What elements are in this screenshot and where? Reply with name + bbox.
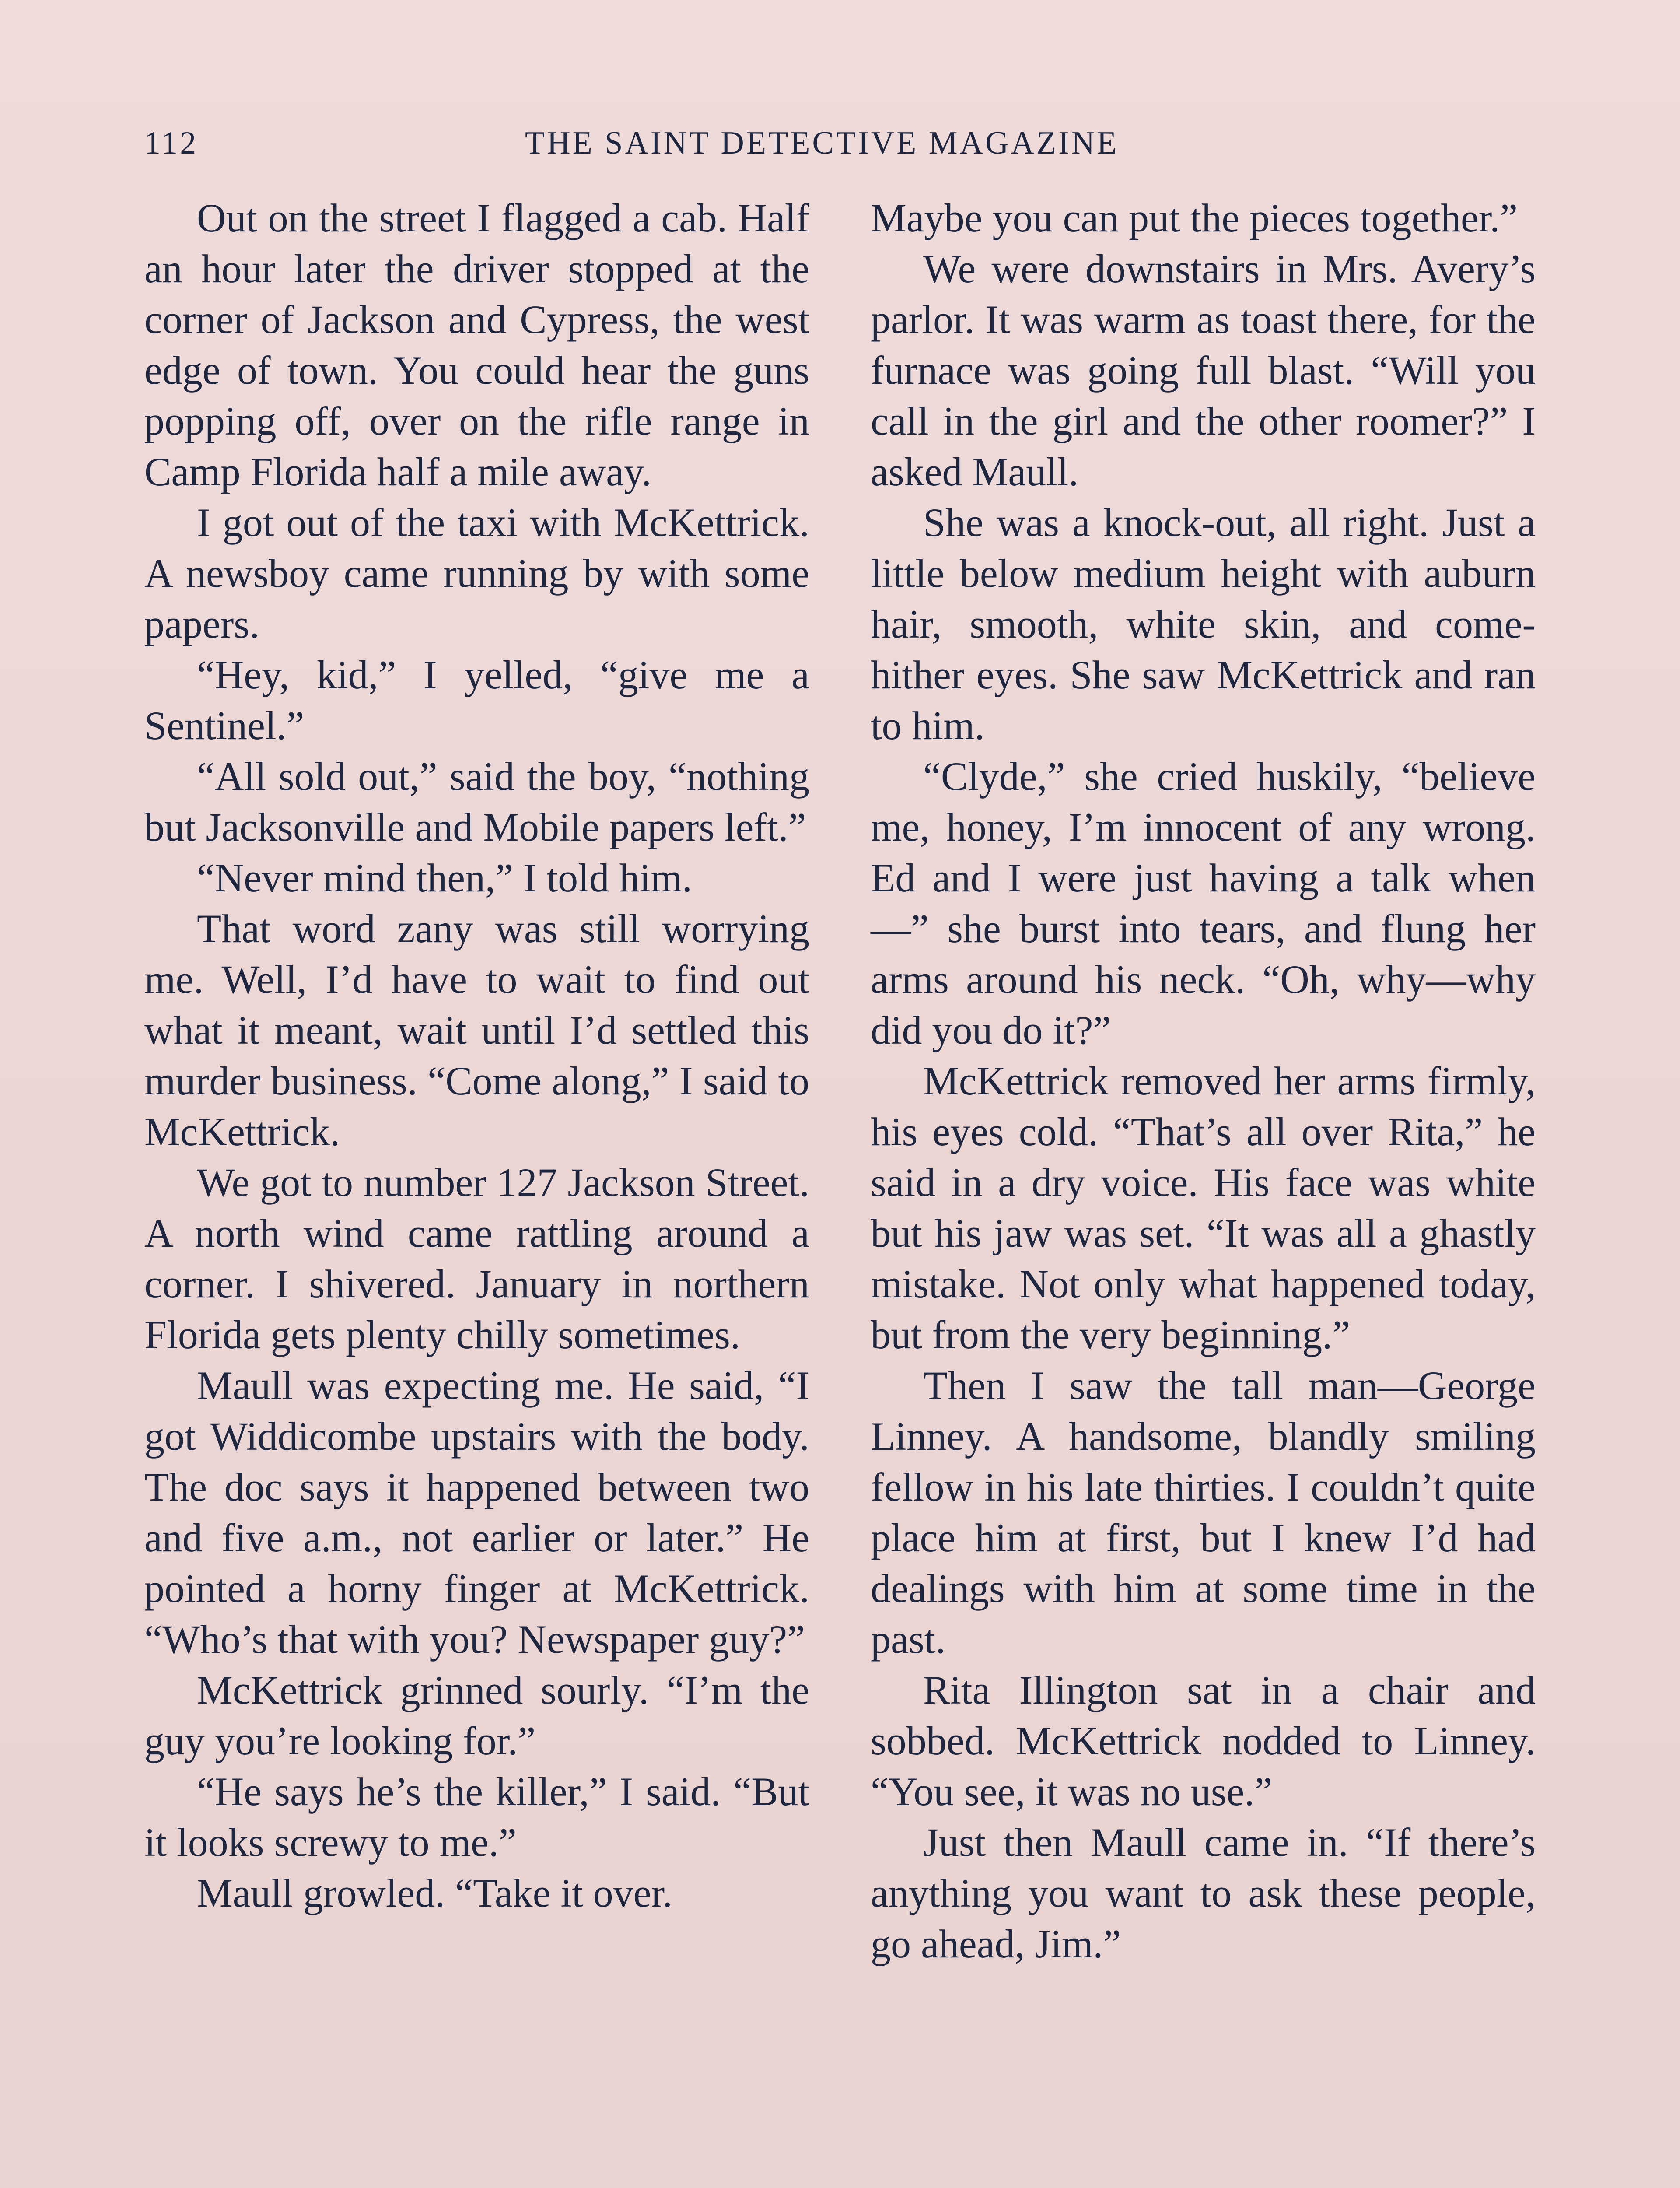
- paragraph: Maull growled. “Take it over.: [197, 1871, 673, 1915]
- page-number: 112: [144, 125, 199, 161]
- paragraph: Maull was expecting me. He said, “I got Widdicombe upstairs with the body. The doc says it happened between two and five a.m., not earlier or later.” He pointed a horny finger at McKettrick. “Who’s that with you? Newspaper guy?”: [144, 1363, 809, 1662]
- paragraph: Just then Maull came in. “If there’s anything you want to ask these people, go ahead, Jim.”: [871, 1820, 1536, 1966]
- paragraph: Then I saw the tall man—George Linney. A handsome, blandly smiling fellow in his late thirties. I couldn’t quite place him at first, but I knew I’d had dealings with him at some time in the past.: [871, 1363, 1536, 1662]
- paragraph: Rita Illington sat in a chair and sobbed. McKettrick nodded to Linney. “You see, it was no use.”: [871, 1668, 1536, 1814]
- paragraph: “All sold out,” said the boy, “nothing but Jacksonville and Mobile papers left.”: [144, 754, 809, 849]
- paragraph: We were downstairs in Mrs. Avery’s parlor. It was warm as toast there, for the furnace was going full blast. “Will you call in the girl and the other roomer?” I asked Maull.: [871, 246, 1536, 494]
- paragraph: She was a knock-out, all right. Just a little below medium height with auburn hair, smooth, white skin, and come-hither eyes. She saw McKettrick and ran to him.: [871, 500, 1536, 748]
- paragraph: McKettrick removed her arms firmly, his eyes cold. “That’s all over Rita,” he said in a dry voice. His face was white but his jaw was set. “It was all a ghastly mistake. Not only what happened today, but from the very beginning.”: [871, 1059, 1536, 1357]
- running-head: [144, 125, 1544, 173]
- paragraph: Out on the street I flagged a cab. Half an hour later the driver stopped at the corner of Jackson and Cypress, the west edge of town. You could hear the guns popping off, over on the rifle range in Camp Florida half a mile away.: [144, 196, 809, 494]
- paragraph: That word zany was still worrying me. Well, I’d have to wait to find out what it meant, wait until I’d settled this murder business. “Come along,” I said to McKettrick.: [144, 906, 809, 1154]
- paragraph: “He says he’s the killer,” I said. “But it looks screwy to me.”: [144, 1769, 809, 1865]
- paragraph: “Never mind then,” I told him.: [197, 856, 692, 900]
- left-column: [144, 193, 809, 1918]
- right-column: [871, 193, 1536, 1969]
- paragraph: “Clyde,” she cried huskily, “believe me, honey, I’m innocent of any wrong. Ed and I were just having a talk when—” she burst into tears, and flung her arms around his neck. “Oh, why—why did you do it?”: [871, 754, 1536, 1052]
- paragraph-continued: Maybe you can put the pieces together.”: [871, 196, 1518, 240]
- paragraph: We got to number 127 Jackson Street. A north wind came rattling around a corner. I shivered. January in northern Florida gets plenty chilly sometimes.: [144, 1160, 809, 1357]
- paragraph: McKettrick grinned sourly. “I’m the guy you’re looking for.”: [144, 1668, 809, 1763]
- magazine-title: THE SAINT DETECTIVE MAGAZINE: [525, 125, 1119, 161]
- paragraph: I got out of the taxi with McKettrick. A newsboy came running by with some papers.: [144, 500, 809, 646]
- paragraph: “Hey, kid,” I yelled, “give me a Sentinel.”: [144, 652, 809, 748]
